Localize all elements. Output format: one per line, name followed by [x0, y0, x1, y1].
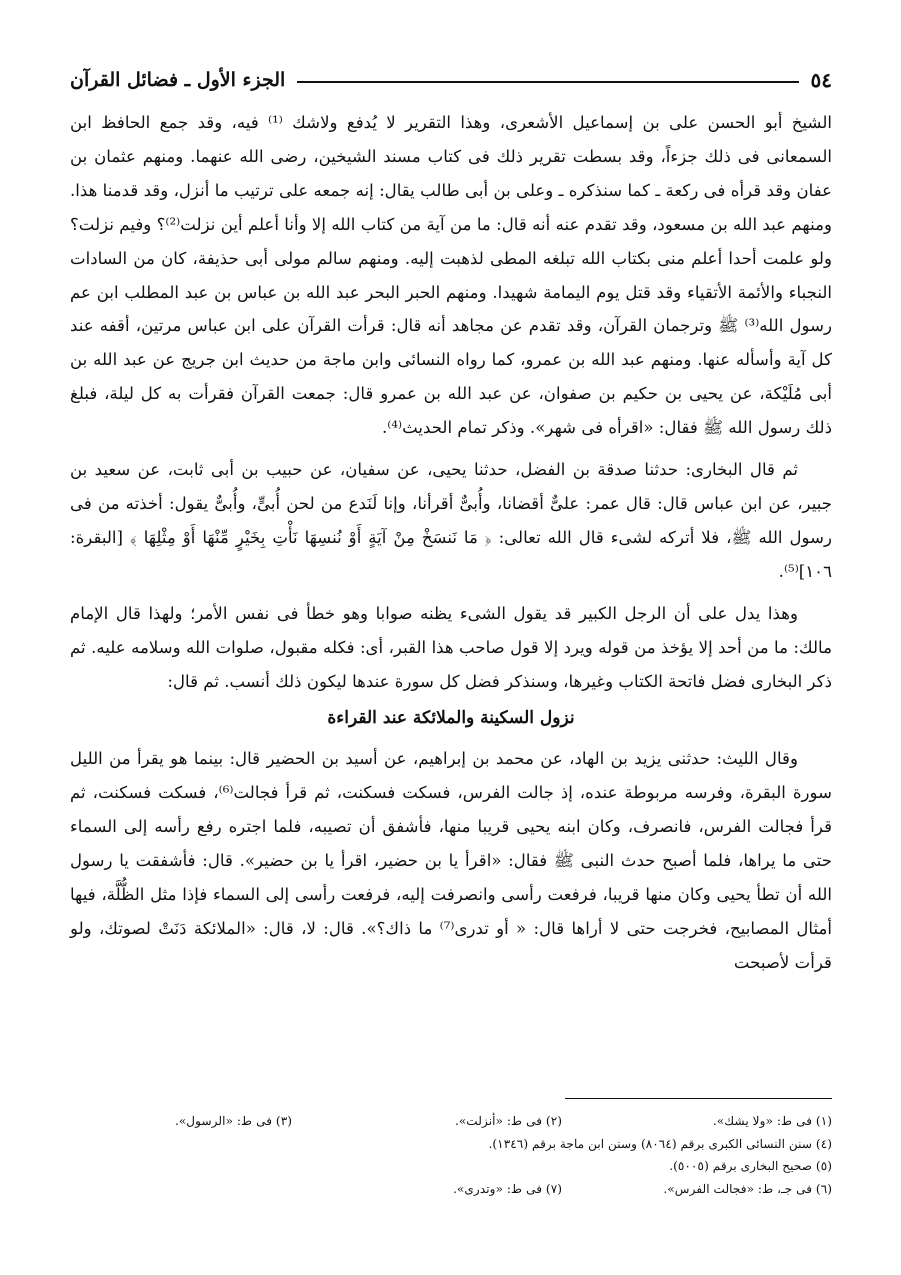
running-header [70, 60, 832, 100]
header-rule [297, 81, 798, 83]
footnote: (٦) فى جـ، ط: «فجالت الفرس». [663, 1181, 832, 1196]
footnote: (٢) فى ط: «أنزلت». [454, 1114, 562, 1128]
section-heading: نزول السكينة والملائكة عند القراءة [327, 708, 575, 729]
main-text [70, 106, 832, 980]
footnote: (٥) صحيح البخارى برقم (٥٠٠٥). [669, 1159, 832, 1173]
footnote: (٣) فى ط: «الرسول». [174, 1114, 292, 1128]
footnote: (١) فى ط: «ولا يشك». [712, 1114, 832, 1128]
footnote: (٤) سنن النسائى الكبرى برقم (٨٠٦٤) وسنن ابن ماجة برقم (١٣٤٦). [488, 1136, 832, 1151]
page-number: ٥٤ [810, 68, 832, 92]
footnote-row [70, 1133, 832, 1156]
footnote-row [70, 1155, 832, 1178]
paragraph: وقال الليث: حدثنى يزيد بن الهاد، عن محمد بن إبراهيم، عن أسيد بن الحضير قال: بينما هو يقرأ من الليل سورة البقرة، وفرسه مربوطة عنده، إذ جالت الفرس، فسكت فسكنت، ثم قرأ فجالت⁽⁶⁾، فسكت فسكنت، ثم قرأ فجالت الفرس، فانصرف، وكان ابنه يحيى قريبا منها، فأشفق أن تصيبه، فلما اجتره رفع رأسه إلى السماء حتى ما يراها، فلما أصبح حدث النبى ﷺ فقال: «اقرأ يا بن حضير، اقرأ يا بن حضير». قال: فأشفقت يا رسول الله أن تطأ يحيى وكان منها قريبا، فرفعت رأسى وانصرفت إليه، فرفعت رأسى إلى السماء فإذا مثل الظُّلَّة، فيها أمثال المصابيح، فخرجت حتى لا أراها قال: « أو تدرى⁽⁷⁾ ما ذاك؟». قال: لا، قال: «الملائكة دَنَتْ لصوتك، ولو قرأت لأصبحت [70, 749, 833, 972]
footnote: (٧) فى ط: «وتدرى». [453, 1181, 562, 1196]
footnotes [70, 1110, 832, 1200]
footnote-divider [565, 1098, 832, 1099]
paragraph: ثم قال البخارى: حدثنا صدقة بن الفضل، حدثنا يحيى، عن سفيان، عن حبيب بن أبى ثابت، عن سعيد بن جبير، عن ابن عباس قال: قال عمر: علىٌّ أقضانا، وأُبىٌّ أقرأنا، وإنا لَنَدع من لحن أُبىٍّ، وأُبىٌّ يقول: أخذته من فى رسول الله ﷺ، فلا أتركه لشىء قال الله تعالى: ﴿ مَا نَنسَخْ مِنْ آيَةٍ أَوْ نُنسِهَا نَأْتِ بِخَيْرٍ مِّنْهَا أَوْ مِثْلِهَا ﴾ [البقرة: ١٠٦]⁽⁵⁾. [70, 460, 832, 581]
paragraph: وهذا يدل على أن الرجل الكبير قد يقول الشىء يظنه صوابا وهو خطأ فى نفس الأمر؛ ولهذا قال الإمام مالك: ما من أحد إلا يؤخذ من قوله ويرد إلا قول صاحب هذا القبر، أى: فكله مقبول، صلوات الله وسلامه عليه. ثم ذكر البخارى فضل فاتحة الكتاب وغيرها، وسنذكر فضل كل سورة عندها ليكون ذلك أنسب. ثم قال: [70, 603, 832, 691]
paragraph: الشيخ أبو الحسن على بن إسماعيل الأشعرى، وهذا التقرير لا يُدفع ولاشك ⁽¹⁾ فيه، وقد جمع الحافظ ابن السمعانى فى ذلك جزءاً، وقد بسطت تقرير ذلك فى كتاب مسند الشيخين، رضى الله عنهما. ومنهم عثمان بن عفان وقد قرأه فى ركعة ـ كما سنذكره ـ وعلى بن أبى طالب يقال: إنه جمعه على ترتيب ما أنزل، وقد قدمنا هذا. ومنهم عبد الله بن مسعود، وقد تقدم عنه أنه قال: ما من آية من كتاب الله إلا وأنا أعلم أين نزلت⁽²⁾؟ وفيم نزلت؟ ولو علمت أحدا أعلم منى بكتاب الله تبلغه المطى لذهبت إليه. ومنهم سالم مولى أبى حذيفة، كان من السادات النجباء والأئمة الأتقياء وقد قتل يوم اليمامة شهيدا. ومنهم الحبر البحر عبد الله بن عباس بن عبد المطلب ابن عم رسول الله⁽³⁾ ﷺ وترجمان القرآن، وقد تقدم عن مجاهد أنه قال: قرأت القرآن على ابن عباس مرتين، أقفه عند كل آية وأسأله عنها. ومنهم عبد الله بن عمرو، كما رواه النسائى وابن ماجة من حديث ابن جريج عن عبد الله بن أبى مُلَيْكة، عن يحيى بن حكيم بن صفوان، عن عبد الله بن عمرو قال: جمعت القرآن فقرأت به كل ليلة، فبلغ ذلك رسول الله ﷺ فقال: «اقرأه فى شهر». وذكر تمام الحديث⁽⁴⁾. [70, 113, 833, 438]
footnote-row [70, 1110, 832, 1133]
footnote-row [70, 1178, 832, 1201]
running-title: الجزء الأول ـ فضائل القرآن [70, 69, 286, 91]
